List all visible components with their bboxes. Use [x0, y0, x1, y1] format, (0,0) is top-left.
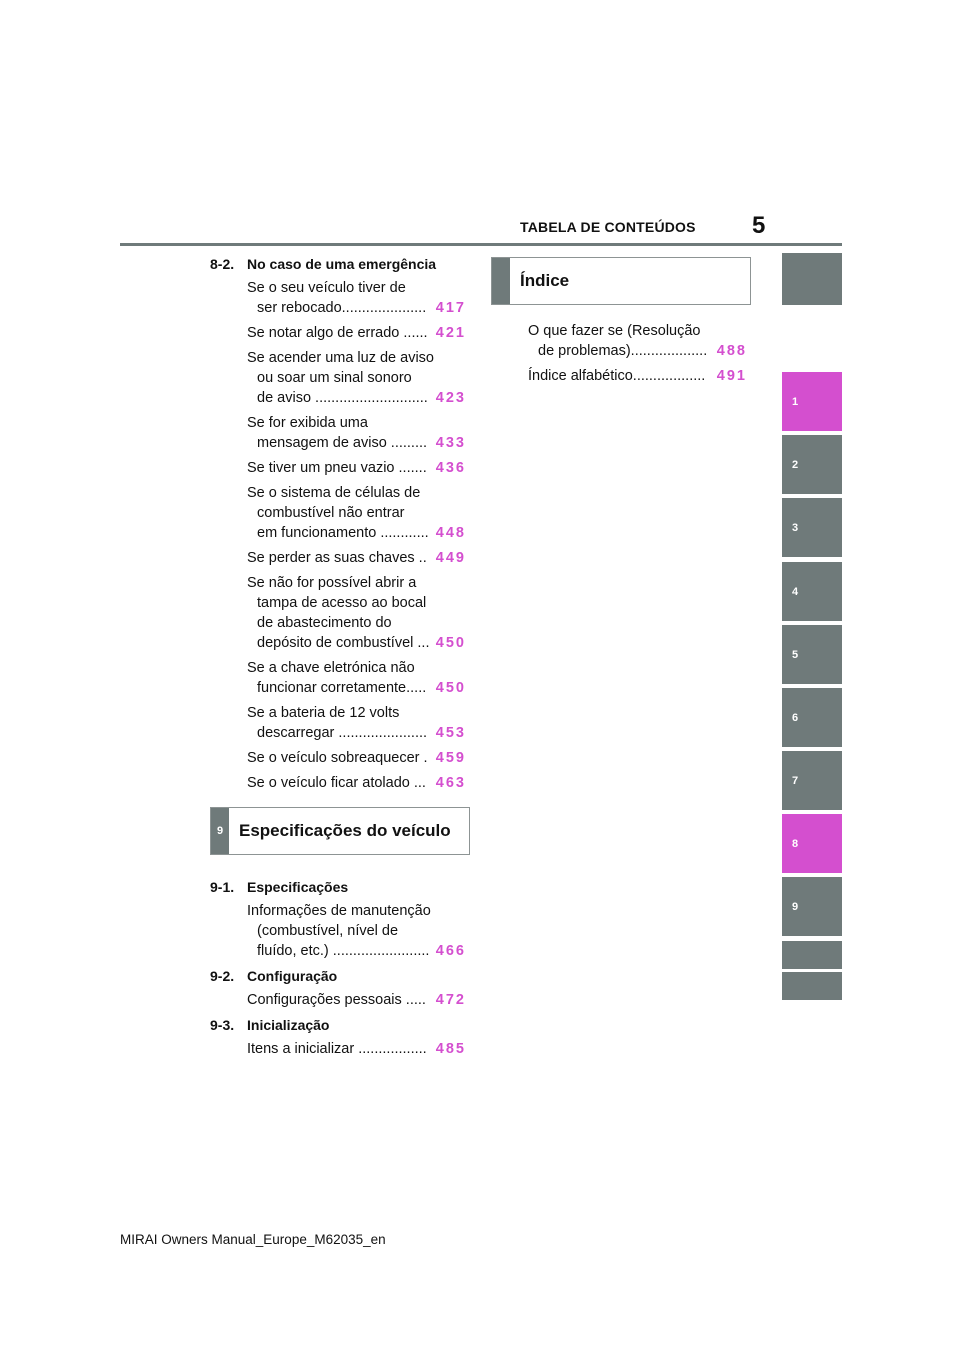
toc-entry-text: fluído, etc.) ........................ [257, 943, 430, 959]
section-heading-9-2 [210, 966, 472, 986]
page-reference-link[interactable]: 450 [435, 680, 466, 696]
page-reference-link[interactable]: 417 [435, 300, 466, 316]
toc-entry-text: de aviso ............................ [257, 390, 428, 406]
toc-entry-text: ser rebocado..................... [257, 300, 427, 316]
toc-entry-text: Se a chave eletrónica não [247, 660, 415, 676]
entry-list-index [491, 321, 753, 386]
toc-entry-text: depósito de combustível ... [257, 635, 430, 651]
section-title: Inicialização [247, 1017, 330, 1033]
chapter-tab-9[interactable] [782, 877, 842, 936]
toc-entry[interactable] [210, 323, 472, 343]
page-reference-link[interactable]: 463 [435, 775, 466, 791]
page-reference-link[interactable]: 423 [435, 390, 466, 406]
chapter-tab-label: 6 [792, 711, 799, 724]
page-reference-link[interactable]: 449 [435, 550, 466, 566]
chapter-tab-label: 1 [792, 395, 799, 408]
entry-list-9-3 [210, 1039, 472, 1059]
section-number: 9-2. [210, 968, 235, 984]
toc-entry[interactable] [210, 748, 472, 768]
toc-entry[interactable] [210, 458, 472, 478]
section-heading-9-3 [210, 1015, 472, 1035]
page-reference-link[interactable]: 485 [435, 1041, 466, 1057]
page-reference-link[interactable]: 421 [435, 325, 466, 341]
toc-entry-text: mensagem de aviso ......... [257, 435, 428, 451]
index-title: Índice [520, 271, 570, 290]
page-reference-link[interactable]: 450 [435, 635, 466, 651]
toc-entry-text: descarregar ...................... [257, 725, 428, 741]
section-number: 8-2. [210, 256, 235, 272]
page-reference-link[interactable]: 466 [435, 943, 466, 959]
toc-entry-text: funcionar corretamente..... [257, 680, 427, 696]
toc-entry[interactable] [210, 703, 472, 743]
toc-entry-text: Se for exibida uma [247, 415, 368, 431]
page-reference-link[interactable]: 453 [435, 725, 466, 741]
section-heading-8-2 [210, 254, 472, 274]
toc-entry[interactable] [491, 366, 753, 386]
toc-entry[interactable] [210, 548, 472, 568]
entry-list-9-2 [210, 990, 472, 1010]
section-title: No caso de uma emergência [247, 256, 437, 272]
toc-entry-text: Configurações pessoais ..... [247, 992, 426, 1008]
chapter-tab-label: 5 [792, 648, 799, 661]
toc-entry[interactable] [491, 321, 753, 361]
toc-entry[interactable] [210, 413, 472, 453]
toc-entry-text: tampa de acesso ao bocal [257, 595, 427, 611]
footer-text: MIRAI Owners Manual_Europe_M62035_en [120, 1232, 386, 1247]
chapter-tab-4[interactable] [782, 562, 842, 621]
section-title: Configuração [247, 968, 338, 984]
toc-entry-text: Se perder as suas chaves .. [247, 550, 427, 566]
page-reference-link[interactable]: 448 [435, 525, 466, 541]
chapter-tab-5[interactable] [782, 625, 842, 684]
page-reference-link[interactable]: 436 [435, 460, 466, 476]
chapter-tab-8[interactable] [782, 814, 842, 873]
page-reference-link[interactable]: 472 [435, 992, 466, 1008]
entry-list-9-1 [210, 901, 472, 961]
toc-entry-text: em funcionamento ............ [257, 525, 429, 541]
toc-entry[interactable] [210, 901, 472, 961]
page-reference-link[interactable]: 488 [716, 343, 747, 359]
chapter-tab-blank-10[interactable] [782, 941, 842, 969]
toc-entry-text: Se o veículo ficar atolado ... [247, 775, 426, 791]
toc-right-column [491, 257, 753, 391]
toc-entry-text: Se não for possível abrir a [247, 575, 417, 591]
toc-entry-text: ou soar um sinal sonoro [257, 370, 412, 386]
chapter-tab-label: 4 [792, 585, 799, 598]
page-reference-link[interactable]: 459 [435, 750, 466, 766]
section-number: 9-3. [210, 1017, 235, 1033]
toc-entry-text: Se o seu veículo tiver de [247, 280, 406, 296]
chapter-tab-blank-11[interactable] [782, 972, 842, 1000]
page-reference-link[interactable]: 491 [716, 368, 747, 384]
index-banner[interactable] [491, 257, 751, 305]
chapter-tab-blank-0[interactable] [782, 253, 842, 305]
toc-entry-text: Índice alfabético.................. [528, 368, 706, 384]
section-title: Especificações [247, 879, 349, 895]
toc-entry-text: (combustível, nível de [257, 923, 399, 939]
chapter-title: Especificações do veículo [239, 821, 451, 840]
chapter-tab-7[interactable] [782, 751, 842, 810]
chapter-tab-label: 9 [792, 900, 799, 913]
toc-entry-text: Itens a inicializar ................. [247, 1041, 427, 1057]
toc-entry-text: O que fazer se (Resolução [528, 323, 701, 339]
chapter-tab-3[interactable] [782, 498, 842, 557]
header-rule [120, 243, 842, 246]
chapter-tab-1[interactable] [782, 372, 842, 431]
toc-entry-text: Se notar algo de errado ...... [247, 325, 428, 341]
toc-entry[interactable] [210, 278, 472, 318]
toc-entry-text: de abastecimento do [257, 615, 392, 631]
toc-entry-text: Se o sistema de células de [247, 485, 421, 501]
chapter-tab-label: 8 [792, 837, 799, 850]
toc-entry-text: Informações de manutenção [247, 903, 431, 919]
chapter-tab-label: 7 [792, 774, 799, 787]
section-heading-9-1 [210, 877, 472, 897]
toc-entry[interactable] [210, 483, 472, 543]
toc-entry[interactable] [210, 773, 472, 793]
header-title: TABELA DE CONTEÚDOS [520, 219, 696, 235]
page-number: 5 [752, 212, 766, 239]
toc-entry[interactable] [210, 573, 472, 653]
toc-entry-text: Se a bateria de 12 volts [247, 705, 400, 721]
toc-entry[interactable] [210, 348, 472, 408]
toc-entry[interactable] [210, 990, 472, 1010]
toc-entry-text: combustível não entrar [257, 505, 405, 521]
toc-entry-text: Se tiver um pneu vazio ....... [247, 460, 427, 476]
toc-left-column [210, 254, 472, 1064]
chapter-tab-label: 2 [792, 458, 799, 471]
toc-entry-text: Se o veículo sobreaquecer . [247, 750, 428, 766]
section-number: 9-1. [210, 879, 235, 895]
toc-entry-text: Se acender uma luz de aviso [247, 350, 434, 366]
chapter-tab-label: 3 [792, 521, 799, 534]
chapter-tab-2[interactable] [782, 435, 842, 494]
toc-entry[interactable] [210, 1039, 472, 1059]
toc-entry-text: de problemas)................... [538, 343, 708, 359]
toc-entry[interactable] [210, 658, 472, 698]
page-reference-link[interactable]: 433 [435, 435, 466, 451]
chapter-tab-number: 9 [211, 808, 229, 854]
index-tab [492, 258, 510, 304]
chapter-9-banner[interactable] [210, 807, 470, 855]
chapter-tab-6[interactable] [782, 688, 842, 747]
entry-list-8-2 [210, 278, 472, 793]
